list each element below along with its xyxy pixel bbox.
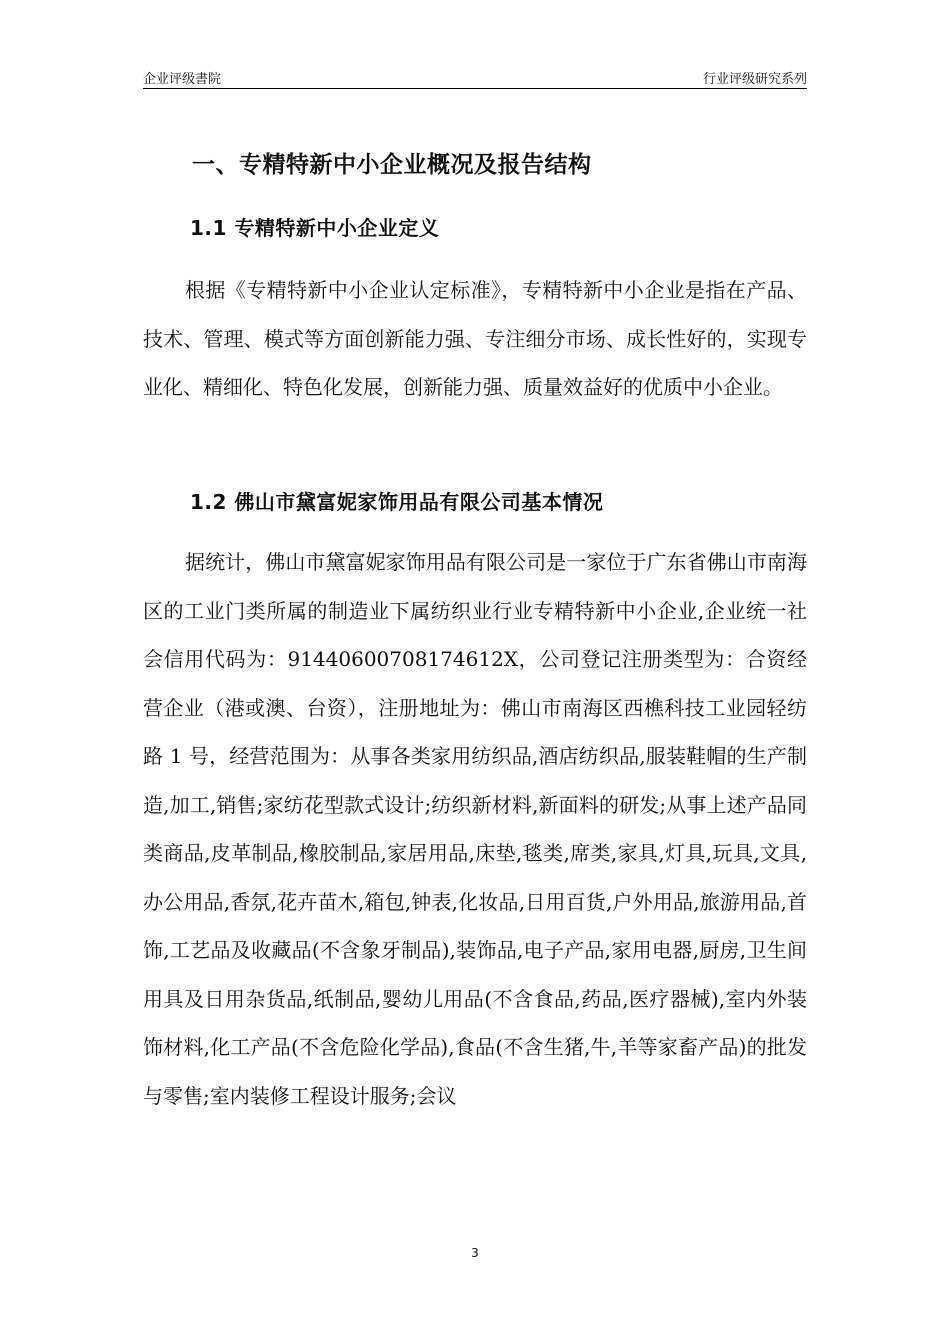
header-left-text: 企业评级書院 [143, 72, 222, 87]
definition-paragraph: 根据《专精特新中小企业认定标准》，专精特新中小企业是指在产品、技术、管理、模式等方面创新能力强、专注细分市场、成长性好的，实现专业化、精细化、特色化发展，创新能力强、质量效益好的优质中小企业。 [143, 278, 807, 399]
subsection-title-1-2: 1.2 佛山市黛富妮家饰用品有限公司基本情况 [190, 490, 604, 514]
subsection-title-1-1: 1.1 专精特新中小企业定义 [190, 216, 440, 240]
page-number: 3 [471, 1246, 479, 1260]
header-right-text: 行业评级研究系列 [702, 72, 807, 87]
page-header [143, 66, 807, 89]
section-title: 一、专精特新中小企业概况及报告结构 [192, 152, 592, 178]
company-info-paragraph: 据统计，佛山市黛富妮家饰用品有限公司是一家位于广东省佛山市南海区的工业门类所属的制造业下属纺织业行业专精特新中小企业,企业统一社会信用代码为：91440600708174612X，公司登记注册类型为：合资经营企业（港或澳、台资），注册地址为：佛山市南海区西樵科技工业园轻纺路 1 号，经营范围为：从事各类家用纺织品,酒店纺织品,服装鞋帽的生产制造,加工,销售;家纺花型款式设计;纺织新材料,新面料的研发;从事上述产品同类商品,皮革制品,橡胶制品,家居用品,床垫,毯类,席类,家具,灯具,玩具,文具,办公用品,香氛,花卉苗木,箱包,钟表,化妆品,日用百货,户外用品,旅游用品,首饰,工艺品及收藏品(不含象牙制品),装饰品,电子产品,家用电器,厨房,卫生间用具及日用杂货品,纸制品,婴幼儿用品(不含食品,药品,医疗器械),室内外装饰材料,化工产品(不含危险化学品),食品(不含生猪,牛,羊等家畜产品)的批发与零售;室内装修工程设计服务;会议 [143, 550, 807, 1108]
